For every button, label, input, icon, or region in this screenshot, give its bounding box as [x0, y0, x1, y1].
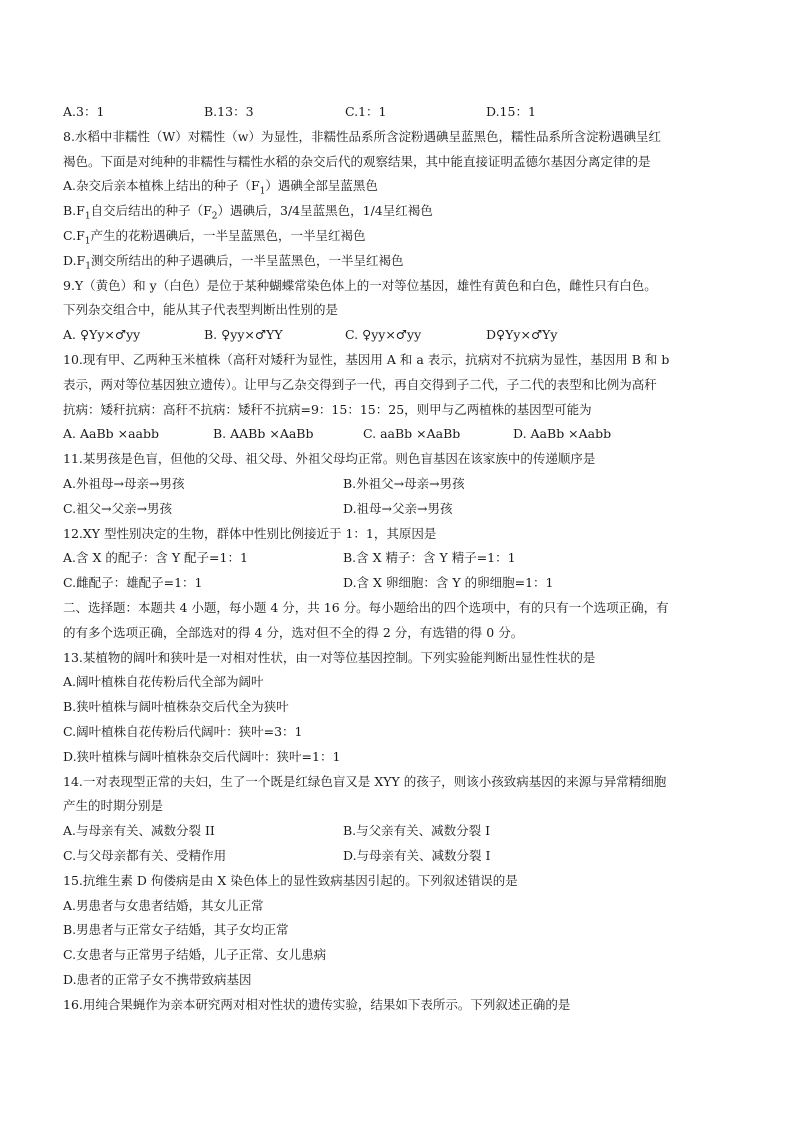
q10-options	[63, 422, 733, 447]
q15-option-a: A.男患者与女患者结婚，其女儿正常	[63, 897, 264, 913]
q12-option-b: B.含 X 精子：含 Y 精子=1：1	[343, 550, 516, 566]
q8-stem-line-1: 8.水稻中非糯性（W）对糯性（w）为显性，非糯性品系所含淀粉遇碘呈蓝黑色，糯性品系所含淀粉遇碘呈红	[63, 128, 661, 144]
q7-option-a: A.3：1	[63, 104, 105, 119]
q13-option-c: C.阔叶植株自花传粉后代阔叶：狭叶=3：1	[63, 723, 303, 739]
q9-stem-line-2: 下列杂交组合中，能从其子代表型判断出性别的是	[63, 302, 339, 318]
q12-stem: 12.XY 型性别决定的生物，群体中性别比例接近于 1：1，其原因是	[63, 525, 437, 541]
q13-option-a: A.阔叶植株自花传粉后代全部为阔叶	[63, 674, 264, 690]
q8-option-d: $D.F_1$测交所结出的种子遇碘后，一半呈蓝黑色，一半呈红褐色	[63, 252, 404, 272]
q16-stem: 16.用纯合果蝇作为亲本研究两对相对性状的遗传实验，结果如下表所示。下列叙述正确的是	[63, 996, 571, 1012]
q15-option-b: B.男患者与正常女子结婚，其子女均正常	[63, 922, 289, 938]
q14-option-c: C.与父母亲都有关、受精作用	[63, 847, 227, 863]
q11-option-a: A.外祖母→母亲→男孩	[63, 475, 185, 491]
q9-options	[63, 323, 733, 348]
section2-heading-line-2: 的有多个选项正确，全部选对的得 4 分，选对但不全的得 2 分，有选错的得 0 分。	[63, 624, 524, 640]
q12-options-row-2	[63, 571, 733, 596]
q15-option-d: D.患者的正常子女不携带致病基因	[63, 971, 252, 987]
q14-stem-line-2: 产生的时期分别是	[63, 798, 164, 814]
q7-option-b: B.13：3	[204, 104, 254, 119]
q9-option-c: C. ♀yy×♂yy	[345, 327, 422, 343]
q9-option-d: D♀Yy×♂Yy	[486, 327, 558, 343]
section2-heading-line-1: 二、选择题：本题共 4 小题，每小题 4 分，共 16 分。每小题给出的四个选项中，有的只有一个选项正确，有	[63, 599, 669, 615]
q10-stem-line-2: 表示，两对等位基因独立遗传）。让甲与乙杂交得到子一代，再自交得到子二代，子二代的表型和比例为高秆	[63, 376, 657, 392]
q14-options-row-2	[63, 844, 733, 869]
q10-option-b: B. AABb ×AaBb	[213, 426, 314, 442]
page-content	[63, 100, 733, 1017]
q8-option-c: $C.F_1$产生的花粉遇碘后，一半呈蓝黑色，一半呈红褐色	[63, 227, 366, 247]
q15-option-c: C.女患者与正常男子结婚，儿子正常、女儿患病	[63, 947, 327, 963]
q11-options-row-2	[63, 497, 733, 522]
q14-stem-line-1: 14.一对表现型正常的夫妇，生了一个既是红绿色盲又是 XYY 的孩子，则该小孩致病基因的来源与异常精细胞	[63, 773, 667, 789]
q10-option-a: A. AaBb ×aabb	[63, 426, 159, 442]
q7-options	[63, 100, 733, 125]
q12-option-a: A.含 X 的配子：含 Y 配子=1：1	[63, 550, 248, 566]
q10-stem-line-1: 10.现有甲、乙两种玉米植株（高秆对矮秆为显性，基因用 A 和 a 表示，抗病对不抗病为显性，基因用 B 和 b	[63, 351, 670, 367]
q8-option-b: $B.F_1$自交后结出的种子$(F_2)$遇碘后，3/4呈蓝黑色，1/4呈红褐色	[63, 203, 433, 222]
q14-option-d: D.与母亲有关、减数分裂 I	[343, 847, 491, 863]
q9-option-b: B. ♀yy×♂YY	[204, 327, 283, 343]
q8-option-a: A.杂交后亲本植株上结出的种子$(F_1)$遇碘全部呈蓝黑色	[63, 178, 378, 197]
q9-stem-line-1: 9.Y（黄色）和 y（白色）是位于某种蝴蝶常染色体上的一对等位基因，雄性有黄色和白色，雌性只有白色。	[63, 277, 657, 293]
q12-option-c: C.雌配子：雄配子=1：1	[63, 575, 203, 591]
q13-stem: 13.某植物的阔叶和狭叶是一对相对性状，由一对等位基因控制。下列实验能判断出显性性状的是	[63, 649, 596, 665]
q9-option-a: A. ♀Yy×♂yy	[63, 327, 141, 343]
q11-options-row-1	[63, 472, 733, 497]
q7-option-c: C.1：1	[345, 104, 387, 119]
q11-option-d: D.祖母→父亲→男孩	[343, 500, 453, 516]
q10-option-c: C. aaBb ×AaBb	[363, 426, 461, 442]
q15-stem: 15.抗维生素 D 佝偻病是由 X 染色体上的显性致病基因引起的。下列叙述错误的是	[63, 872, 518, 888]
q10-stem-line-3: 抗病：矮秆抗病：高秆不抗病：矮秆不抗病=9：15：15：25，则甲与乙两植株的基因型可能为	[63, 401, 592, 417]
q14-option-b: B.与父亲有关、减数分裂 I	[343, 823, 491, 839]
q13-option-d: D.狭叶植株与阔叶植株杂交后代阔叶：狭叶=1：1	[63, 748, 341, 764]
q12-options-row-1	[63, 546, 733, 571]
q14-options-row-1	[63, 819, 733, 844]
q10-option-d: D. AaBb ×Aabb	[513, 426, 612, 442]
q13-option-b: B.狭叶植株与阔叶植株杂交后代全为狭叶	[63, 699, 289, 715]
q14-option-a: A.与母亲有关、减数分裂 II	[63, 823, 215, 839]
q12-option-d: D.含 X 卵细胞：含 Y 的卵细胞=1：1	[343, 575, 554, 591]
q7-option-d: D.15：1	[486, 104, 536, 119]
q11-option-b: B.外祖父→母亲→男孩	[343, 475, 465, 491]
q11-stem: 11.某男孩是色盲，但他的父母、祖父母、外祖父母均正常。则色盲基因在该家族中的传递顺序是	[63, 451, 596, 467]
q8-stem-line-2: 褐色。下面是对纯种的非糯性与糯性水稻的杂交后代的观察结果，其中能直接证明孟德尔基因分离定律的是	[63, 153, 651, 169]
q11-option-c: C.祖父→父亲→男孩	[63, 500, 173, 516]
